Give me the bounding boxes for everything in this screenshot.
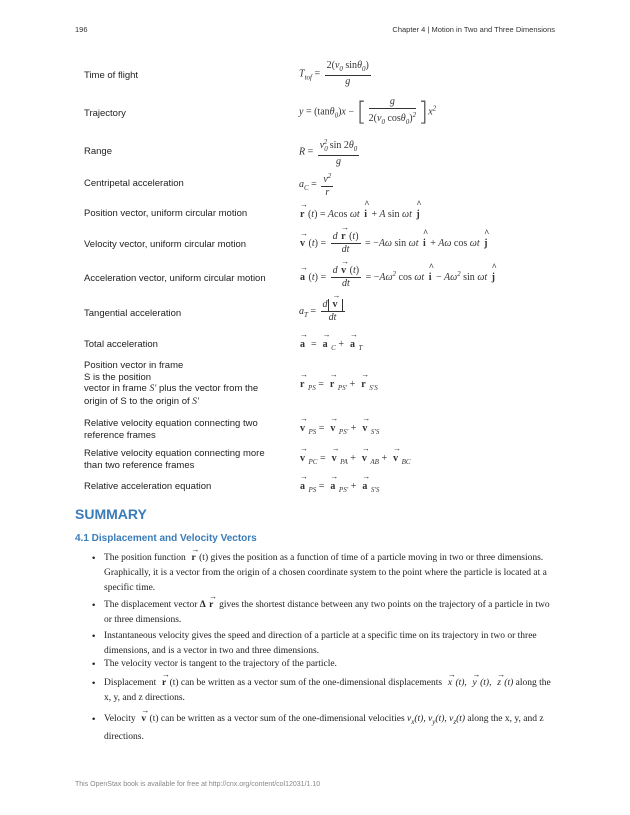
bullet-icon: • [92,600,96,611]
bullet-icon: • [92,659,96,670]
row-label: Time of flight [84,70,139,81]
table-row [84,448,554,472]
table-row [84,298,554,328]
row-label: Tangential acceleration [84,308,182,319]
table-row [84,360,554,412]
footer-text: This OpenStax book is available for free at http://cnx.org/content/col12031/1.10 [75,781,321,788]
row-label: Velocity vector, uniform circular motion [84,239,247,250]
row-label: Relative velocity equation connecting more than two reference frames [84,448,265,471]
equation: $a_T$ = $\frac{d\to v}{dt}$ [299,299,347,324]
row-label: Position vector, uniform circular motion [84,208,248,219]
equation: $T_{tof}$ = $\frac{2(v_0 \sin\theta_0)}{g}$ [299,60,369,87]
table-row [84,136,554,166]
row-label: Trajectory [84,108,126,119]
table-row [84,60,554,90]
equation: → r (t) = Acos ωt ^ i + A sin ωt ^ j [299,209,422,220]
equation: → a = → a $_C$ + → a $_T$ [299,339,362,352]
table-row [84,204,554,226]
equation: → a (t) = $\frac{d \to v (t)}{dt}$ = $-A\omega^2$ cos ωt ^ $i - A\omega^2$ sin ωt ^ j [299,265,497,290]
table-row [84,264,554,292]
equation: → v $_{PC}$ = → v $_{PA}$ + → v $_{AB}$ + → v $_{BC}$ [299,453,411,466]
equation: → v $_{PS}$ = → v $_{PS'}$ + → v $_{S'S}$ [299,423,379,436]
equation: $a_C$ = $\frac{v^2}{r}$ [299,172,332,198]
row-label: Acceleration vector, uniform circular motion [84,273,266,284]
table-row [84,172,554,198]
bullet-icon: • [92,553,96,564]
row-label: Range [84,146,112,157]
row-label: Centripetal acceleration [84,178,184,189]
equation: y = (tanθ$_0$)x − [ $\frac{g}{2(v_0 \cos\theta_0)^2}$ ]$x^2$ [299,96,437,127]
row-label: Position vector in frame S is the position vector in frame S′ plus the vector from the origin of S to the origin of S′ [84,360,259,407]
table-row [84,418,554,442]
section-heading: 4.1 Displacement and Velocity Vectors [75,533,257,544]
row-label: Relative acceleration equation [84,481,212,492]
equation: R = $\frac{v_0^2 \sin 2\theta_0}{g}$ [299,138,358,167]
equation: → a $_{PS}$ = → a $_{PS'}$ + → a $_{S'S}$ [299,481,379,494]
equation: → r $_{PS}$ = → r $_{PS'}$ + → r $_{S'S}$ [299,379,378,392]
chapter-header: Chapter 4 | Motion in Two and Three Dimensions [392,25,555,34]
bullet-icon: • [92,714,96,725]
summary-heading: SUMMARY [75,506,147,522]
bullet-icon: • [92,631,96,642]
equation: → v (t) = $\frac{d \to r (t)}{dt}$ = −Aω sin ωt ^ i + Aω cos ωt ^ j [299,231,489,256]
table-row [84,230,554,258]
table-row [84,96,554,130]
table-row [84,336,554,356]
table-row [84,478,554,496]
bullet-icon: • [92,678,96,689]
row-label: Relative velocity equation connecting two reference frames [84,418,258,441]
row-label: Total acceleration [84,339,158,350]
page-number: 196 [75,25,88,34]
